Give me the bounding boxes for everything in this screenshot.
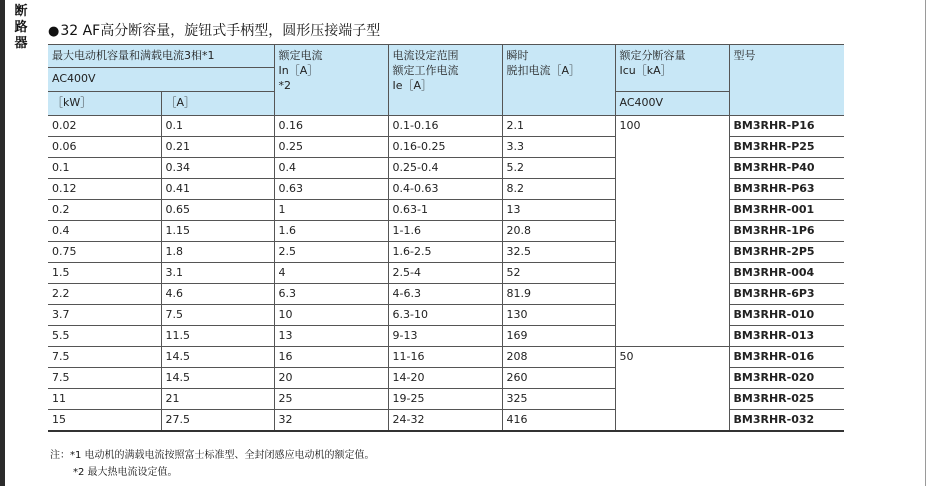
cell-trip: 20.8 <box>502 221 615 242</box>
cell-model: BM3RHR-P63 <box>729 179 844 200</box>
cell-in: 1 <box>274 200 388 221</box>
header-setting-range-l2: 额定工作电流 <box>392 64 459 77</box>
cell-trip: 2.1 <box>502 116 615 137</box>
cell-a: 0.21 <box>161 137 274 158</box>
cell-range: 24-32 <box>388 410 502 432</box>
cell-kw: 0.12 <box>48 179 161 200</box>
section-title-text: 32 AF高分断容量，旋钮式手柄型，圆形压接端子型 <box>60 23 381 39</box>
cell-a: 1.15 <box>161 221 274 242</box>
cell-model: BM3RHR-013 <box>729 326 844 347</box>
header-rated-current-l2: In［A］ <box>278 64 319 77</box>
cell-kw: 0.1 <box>48 158 161 179</box>
cell-in: 0.4 <box>274 158 388 179</box>
cell-trip: 169 <box>502 326 615 347</box>
side-char: 路 <box>14 20 28 35</box>
cell-kw: 1.5 <box>48 263 161 284</box>
header-setting-range <box>388 45 502 116</box>
cell-a: 4.6 <box>161 284 274 305</box>
cell-in: 4 <box>274 263 388 284</box>
cell-a: 14.5 <box>161 347 274 368</box>
cell-trip: 8.2 <box>502 179 615 200</box>
cell-trip: 5.2 <box>502 158 615 179</box>
cell-model: BM3RHR-025 <box>729 389 844 410</box>
footnotes <box>50 447 375 481</box>
cell-trip: 32.5 <box>502 242 615 263</box>
cell-in: 32 <box>274 410 388 432</box>
cell-range: 0.1-0.16 <box>388 116 502 137</box>
cell-model: BM3RHR-P16 <box>729 116 844 137</box>
cell-model: BM3RHR-032 <box>729 410 844 432</box>
side-char: 断 <box>14 4 28 19</box>
cell-model: BM3RHR-004 <box>729 263 844 284</box>
side-char: 器 <box>14 36 28 51</box>
header-model: 型号 <box>729 45 844 116</box>
cell-kw: 7.5 <box>48 347 161 368</box>
cell-model: BM3RHR-6P3 <box>729 284 844 305</box>
right-page-border <box>925 0 926 486</box>
header-unit-kw: ［kW］ <box>48 92 161 116</box>
cell-trip: 416 <box>502 410 615 432</box>
cell-a: 0.34 <box>161 158 274 179</box>
cell-in: 16 <box>274 347 388 368</box>
cell-model: BM3RHR-001 <box>729 200 844 221</box>
cell-range: 0.16-0.25 <box>388 137 502 158</box>
cell-range: 0.4-0.63 <box>388 179 502 200</box>
cell-in: 0.25 <box>274 137 388 158</box>
cell-kw: 15 <box>48 410 161 432</box>
cell-model: BM3RHR-P25 <box>729 137 844 158</box>
cell-model: BM3RHR-1P6 <box>729 221 844 242</box>
cell-range: 6.3-10 <box>388 305 502 326</box>
cell-a: 3.1 <box>161 263 274 284</box>
cell-in: 2.5 <box>274 242 388 263</box>
cell-in: 10 <box>274 305 388 326</box>
cell-kw: 0.02 <box>48 116 161 137</box>
cell-model: BM3RHR-010 <box>729 305 844 326</box>
cell-range: 2.5-4 <box>388 263 502 284</box>
cell-trip: 208 <box>502 347 615 368</box>
cell-range: 0.63-1 <box>388 200 502 221</box>
cell-a: 1.8 <box>161 242 274 263</box>
cell-kw: 3.7 <box>48 305 161 326</box>
cell-kw: 0.2 <box>48 200 161 221</box>
cell-in: 20 <box>274 368 388 389</box>
header-ac400v-left: AC400V <box>48 68 274 92</box>
header-instant-trip-l2: 脱扣电流［A］ <box>506 64 581 77</box>
cell-trip: 81.9 <box>502 284 615 305</box>
cell-range: 14-20 <box>388 368 502 389</box>
header-instant-trip <box>502 45 615 116</box>
cell-a: 27.5 <box>161 410 274 432</box>
table-row <box>48 347 844 368</box>
header-setting-range-l1: 电流设定范围 <box>392 49 459 62</box>
cell-a: 21 <box>161 389 274 410</box>
cell-in: 1.6 <box>274 221 388 242</box>
cell-trip: 52 <box>502 263 615 284</box>
header-instant-trip-l1: 瞬时 <box>506 49 529 62</box>
cell-range: 0.25-0.4 <box>388 158 502 179</box>
table-row <box>48 116 844 137</box>
breaker-spec-table <box>48 44 844 432</box>
header-rated-current <box>274 45 388 116</box>
cell-kw: 0.06 <box>48 137 161 158</box>
footnote-1: 注：*1 电动机的满载电流按照富士标准型、全封闭感应电动机的额定值。 <box>50 450 375 461</box>
cell-in: 25 <box>274 389 388 410</box>
cell-trip: 130 <box>502 305 615 326</box>
cell-range: 11-16 <box>388 347 502 368</box>
header-unit-a: ［A］ <box>161 92 274 116</box>
cell-trip: 3.3 <box>502 137 615 158</box>
cell-model: BM3RHR-P40 <box>729 158 844 179</box>
cell-range: 1-1.6 <box>388 221 502 242</box>
cell-range: 4-6.3 <box>388 284 502 305</box>
cell-kw: 2.2 <box>48 284 161 305</box>
header-rated-current-l3: *2 <box>278 79 291 92</box>
cell-in: 0.63 <box>274 179 388 200</box>
cell-breaking-group: 50 <box>615 347 729 432</box>
header-motor-capacity: 最大电动机容量和满载电流3相*1 <box>48 45 274 68</box>
footnote-2: *2 最大热电流设定值。 <box>73 467 178 478</box>
cell-kw: 7.5 <box>48 368 161 389</box>
cell-range: 9-13 <box>388 326 502 347</box>
bullet-icon: ● <box>48 24 60 39</box>
cell-in: 13 <box>274 326 388 347</box>
cell-range: 19-25 <box>388 389 502 410</box>
cell-a: 0.65 <box>161 200 274 221</box>
cell-a: 7.5 <box>161 305 274 326</box>
side-category-label <box>11 4 31 52</box>
cell-kw: 5.5 <box>48 326 161 347</box>
header-breaking-ac400v: AC400V <box>615 92 729 116</box>
header-rated-current-l1: 额定电流 <box>278 49 323 62</box>
left-edge-strip <box>0 0 5 486</box>
cell-breaking-group: 100 <box>615 116 729 347</box>
header-breaking-l1: 额定分断容量 <box>619 49 686 62</box>
cell-model: BM3RHR-2P5 <box>729 242 844 263</box>
cell-model: BM3RHR-020 <box>729 368 844 389</box>
cell-in: 0.16 <box>274 116 388 137</box>
cell-kw: 11 <box>48 389 161 410</box>
cell-in: 6.3 <box>274 284 388 305</box>
header-setting-range-l3: Ie［A］ <box>392 79 433 92</box>
header-breaking-capacity <box>615 45 729 92</box>
cell-trip: 260 <box>502 368 615 389</box>
cell-a: 14.5 <box>161 368 274 389</box>
header-breaking-l2: Icu［kA］ <box>619 64 672 77</box>
cell-model: BM3RHR-016 <box>729 347 844 368</box>
cell-trip: 325 <box>502 389 615 410</box>
cell-kw: 0.75 <box>48 242 161 263</box>
cell-range: 1.6-2.5 <box>388 242 502 263</box>
cell-trip: 13 <box>502 200 615 221</box>
table-body <box>48 116 844 432</box>
section-title <box>48 20 380 40</box>
cell-a: 0.1 <box>161 116 274 137</box>
cell-a: 0.41 <box>161 179 274 200</box>
cell-a: 11.5 <box>161 326 274 347</box>
cell-kw: 0.4 <box>48 221 161 242</box>
